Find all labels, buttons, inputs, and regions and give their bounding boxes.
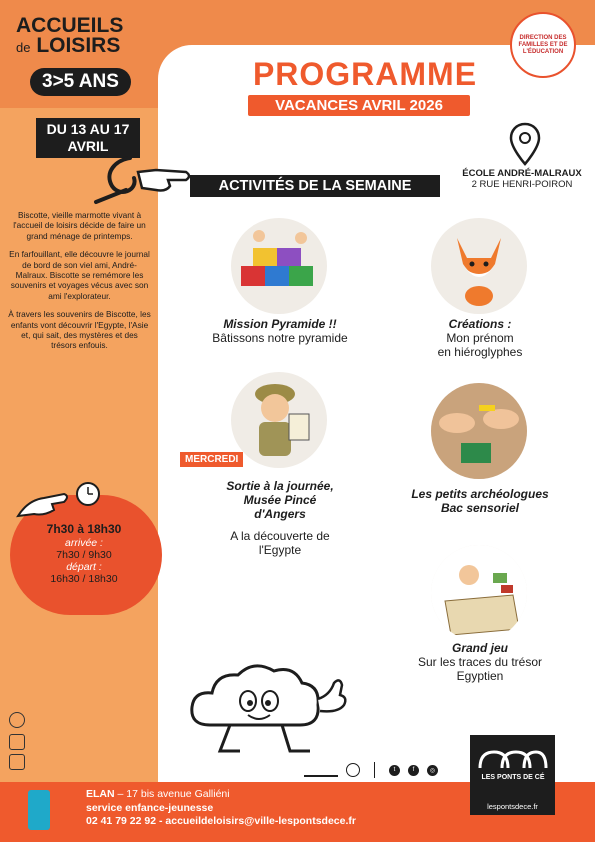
story-paragraph: À travers les souvenirs de Biscotte, les enfants vont découvrir l'Egypte, l'Asie et, qui sait, des mystères et des trésors enfouis.	[8, 309, 151, 351]
title-line2: LOISIRS	[36, 34, 121, 57]
treasure-map-illustration	[431, 545, 527, 641]
activities-title: ACTIVITÉS DE LA SEMAINE	[190, 175, 440, 197]
city-arches-icon	[478, 748, 548, 770]
departure-label: départ :	[66, 561, 102, 573]
activity-title: Mission Pyramide !!	[223, 317, 337, 331]
wednesday-badge: MERCREDI	[180, 452, 243, 467]
pointing-hand-icon	[86, 150, 198, 210]
dates-line2: AVRIL	[67, 138, 109, 154]
activity-caption	[190, 479, 370, 557]
instagram-icon[interactable]: ◎	[427, 765, 438, 776]
departure-hours: 16h30 / 18h30	[50, 573, 118, 585]
title-line1: ACCUEILS	[16, 14, 124, 37]
activity-line: Egyptien	[456, 669, 504, 683]
activity-title: Sortie à la journée,	[226, 479, 334, 493]
story-paragraph: Biscotte, vieille marmotte vivant à l'accueil de loisirs décide de faire un grand ménage de printemps.	[13, 210, 146, 241]
activity-line: l'Egypte	[258, 543, 302, 557]
recycle-icon	[9, 712, 25, 728]
story-text	[8, 210, 151, 359]
explorer-kid-illustration	[231, 372, 327, 468]
accueils-title	[16, 16, 123, 58]
activity-line: Musée Pincé	[243, 493, 317, 507]
archeology-hands-illustration	[431, 383, 527, 479]
city-brand: LES PONTS DE CÉ	[481, 774, 545, 781]
school-name: ÉCOLE ANDRÉ-MALRAUX	[462, 168, 582, 179]
activity-line: Mon prénom	[446, 331, 514, 345]
stamp-text: DIRECTION DES FAMILLES ET DE L'ÉDUCATION	[518, 34, 568, 55]
location-pin-icon	[508, 122, 542, 168]
unesco-logo-icon	[304, 763, 338, 777]
hours-main: 7h30 à 18h30	[46, 522, 122, 536]
pointing-hand-clock-icon	[14, 480, 114, 524]
school-address	[452, 168, 592, 190]
activity-caption	[405, 317, 555, 359]
partner-logos	[304, 758, 464, 782]
facebook-icon[interactable]: f	[408, 765, 419, 776]
activity-title: Grand jeu	[451, 641, 508, 655]
school-street: 2 RUE HENRI-POIRON	[471, 179, 573, 190]
fox-illustration	[431, 218, 527, 314]
activity-line: A la découverte de	[230, 529, 330, 543]
footer-org: ELAN	[86, 788, 115, 800]
activity-line: Bâtissons notre pyramide	[212, 331, 348, 345]
footer-contact	[86, 788, 356, 829]
title-de: de	[16, 40, 31, 55]
arrival-hours: 7h30 / 9h30	[56, 549, 112, 561]
activity-title: Créations :	[448, 317, 512, 331]
hours-info	[30, 523, 138, 585]
cloud-mascot-icon	[170, 655, 355, 765]
heritage-logo-icon	[346, 763, 360, 777]
activity-caption	[190, 317, 370, 345]
bin-icon	[9, 754, 25, 770]
activity-title: Les petits archéologues	[411, 487, 549, 501]
footer-address: – 17 bis avenue Galliéni	[114, 788, 230, 800]
arrival-label: arrivée :	[65, 537, 103, 549]
divider	[374, 762, 375, 778]
age-badge: 3>5 ANS	[30, 68, 131, 96]
direction-stamp	[510, 12, 576, 78]
activity-line: Bac sensoriel	[440, 501, 520, 515]
activity-line: en hiéroglyphes	[437, 345, 523, 359]
dates-line1: DU 13 AU 17	[46, 121, 130, 137]
pyramid-kids-illustration	[231, 218, 327, 314]
program-title: PROGRAMME	[252, 56, 478, 92]
document-icon	[9, 734, 25, 750]
caf-logo-icon	[28, 790, 50, 830]
footer-phone-email[interactable]: 02 41 79 22 92 - accueildeloisirs@ville-lespontsdece.fr	[86, 815, 356, 827]
city-url[interactable]: lespontsdece.fr	[487, 802, 538, 811]
twitter-icon[interactable]: t	[389, 765, 400, 776]
story-paragraph: En farfouillant, elle découvre le journal de bord de son viel ami, André-Malraux. Biscotte se remémore les souvenirs et voyages vécus avec son ami l'explorateur.	[9, 249, 150, 301]
activity-caption	[400, 641, 560, 683]
program-subtitle: VACANCES AVRIL 2026	[248, 95, 470, 116]
activity-caption	[395, 487, 565, 515]
activity-line: Sur les traces du trésor	[417, 655, 543, 669]
footer-service: service enfance-jeunesse	[86, 801, 214, 814]
activity-line: d'Angers	[254, 507, 306, 521]
